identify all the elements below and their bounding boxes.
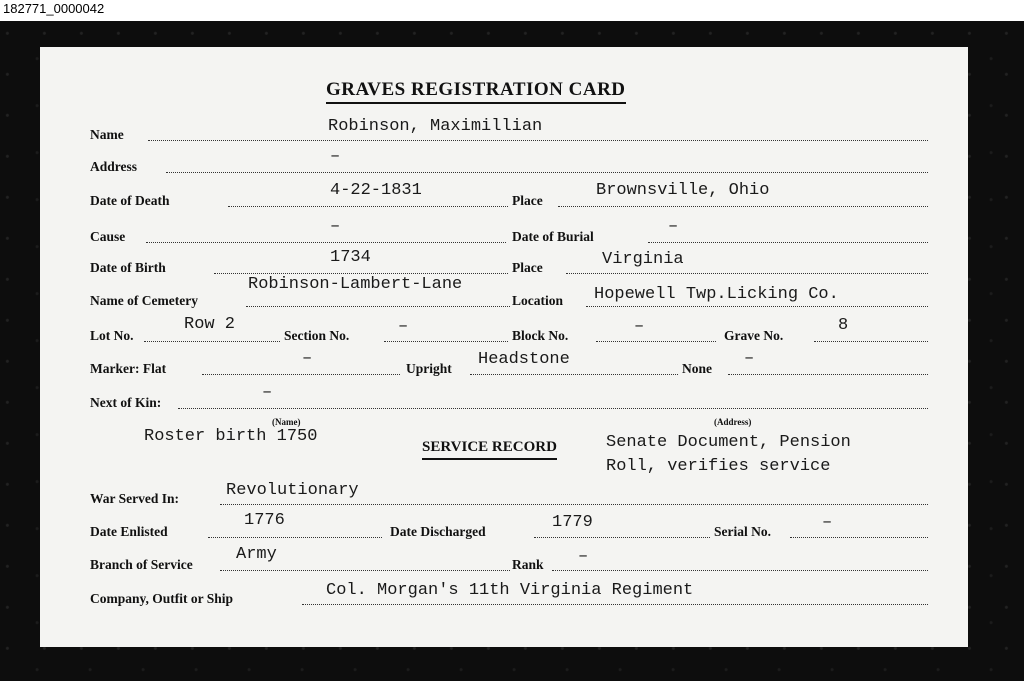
grave-no-line xyxy=(814,341,928,342)
lot-no-line xyxy=(144,341,280,342)
war-served-line xyxy=(220,504,928,505)
none-line xyxy=(728,374,928,375)
graves-registration-card xyxy=(40,47,968,647)
name-line xyxy=(148,140,928,141)
next-of-kin-value: – xyxy=(262,383,273,402)
section-no-label: Section No. xyxy=(284,328,350,343)
location-label: Location xyxy=(512,293,564,308)
name-sub-label: (Name) xyxy=(272,417,301,427)
date-discharged-value: 1779 xyxy=(552,513,593,532)
name-label: Name xyxy=(90,127,124,142)
upright-value: Headstone xyxy=(478,350,570,369)
war-served-label: War Served In: xyxy=(90,491,180,506)
grave-no-label: Grave No. xyxy=(724,328,784,343)
kin-address-line2: Roll, verifies service xyxy=(606,457,831,476)
branch-value: Army xyxy=(236,545,277,564)
company-label: Company, Outfit or Ship xyxy=(90,591,234,606)
lot-no-value: Row 2 xyxy=(184,315,236,334)
date-enlisted-label: Date Enlisted xyxy=(90,524,168,539)
block-no-value: – xyxy=(634,317,645,336)
none-label: None xyxy=(682,361,712,376)
grave-no-value: 8 xyxy=(838,316,849,335)
marker-flat-line xyxy=(202,374,400,375)
block-no-label: Block No. xyxy=(512,328,569,343)
address-label: Address xyxy=(90,159,138,174)
date-of-birth-line xyxy=(214,273,508,274)
address-line xyxy=(166,172,928,173)
next-of-kin-label: Next of Kin: xyxy=(90,395,162,410)
lot-no-label: Lot No. xyxy=(90,328,134,343)
date-discharged-line xyxy=(534,537,710,538)
cemetery-line xyxy=(246,306,510,307)
death-place-value: Brownsville, Ohio xyxy=(596,181,770,200)
marker-flat-value: – xyxy=(302,349,313,368)
date-of-death-label: Date of Death xyxy=(90,193,170,208)
date-of-death-line xyxy=(228,206,508,207)
kin-name-value: Roster birth 1750 xyxy=(144,427,318,446)
rank-line xyxy=(552,570,928,571)
section-no-value: – xyxy=(398,317,409,336)
marker-flat-label: Marker: Flat xyxy=(90,361,167,376)
next-of-kin-line xyxy=(178,408,928,409)
cause-line xyxy=(146,242,506,243)
none-value: – xyxy=(744,349,755,368)
date-of-birth-value: 1734 xyxy=(330,248,371,267)
cemetery-value: Robinson-Lambert-Lane xyxy=(248,275,463,294)
card-title: GRAVES REGISTRATION CARD xyxy=(326,79,626,104)
branch-label: Branch of Service xyxy=(90,557,193,572)
rank-value: – xyxy=(578,547,589,566)
rank-label: Rank xyxy=(512,557,544,572)
branch-line xyxy=(220,570,510,571)
section-no-line xyxy=(384,341,508,342)
kin-address-line1: Senate Document, Pension xyxy=(606,433,851,452)
block-no-line xyxy=(596,341,716,342)
date-of-burial-value: – xyxy=(668,217,679,236)
location-line xyxy=(586,306,928,307)
company-value: Col. Morgan's 11th Virginia Regiment xyxy=(326,581,694,600)
date-discharged-label: Date Discharged xyxy=(390,524,486,539)
date-of-death-value: 4-22-1831 xyxy=(330,181,422,200)
company-line xyxy=(302,604,928,605)
cause-label: Cause xyxy=(90,229,126,244)
upright-line xyxy=(470,374,678,375)
name-value: Robinson, Maximillian xyxy=(328,117,543,136)
serial-no-value: – xyxy=(822,513,833,532)
serial-no-label: Serial No. xyxy=(714,524,771,539)
date-enlisted-value: 1776 xyxy=(244,511,285,530)
location-value: Hopewell Twp.Licking Co. xyxy=(594,285,839,304)
cause-value: – xyxy=(330,217,341,236)
cemetery-label: Name of Cemetery xyxy=(90,293,198,308)
serial-no-line xyxy=(790,537,928,538)
date-of-burial-label: Date of Burial xyxy=(512,229,594,244)
date-of-birth-label: Date of Birth xyxy=(90,260,166,275)
death-place-line xyxy=(558,206,928,207)
war-served-value: Revolutionary xyxy=(226,481,359,500)
date-enlisted-line xyxy=(208,537,382,538)
image-id-label: 182771_0000042 xyxy=(3,1,105,16)
birth-place-line xyxy=(566,273,928,274)
service-record-heading: SERVICE RECORD xyxy=(422,439,557,460)
death-place-label: Place xyxy=(512,193,543,208)
address-value: – xyxy=(330,147,341,166)
address-sub-label: (Address) xyxy=(714,417,752,427)
upright-label: Upright xyxy=(406,361,452,376)
birth-place-label: Place xyxy=(512,260,543,275)
birth-place-value: Virginia xyxy=(602,250,684,269)
date-of-burial-line xyxy=(648,242,928,243)
